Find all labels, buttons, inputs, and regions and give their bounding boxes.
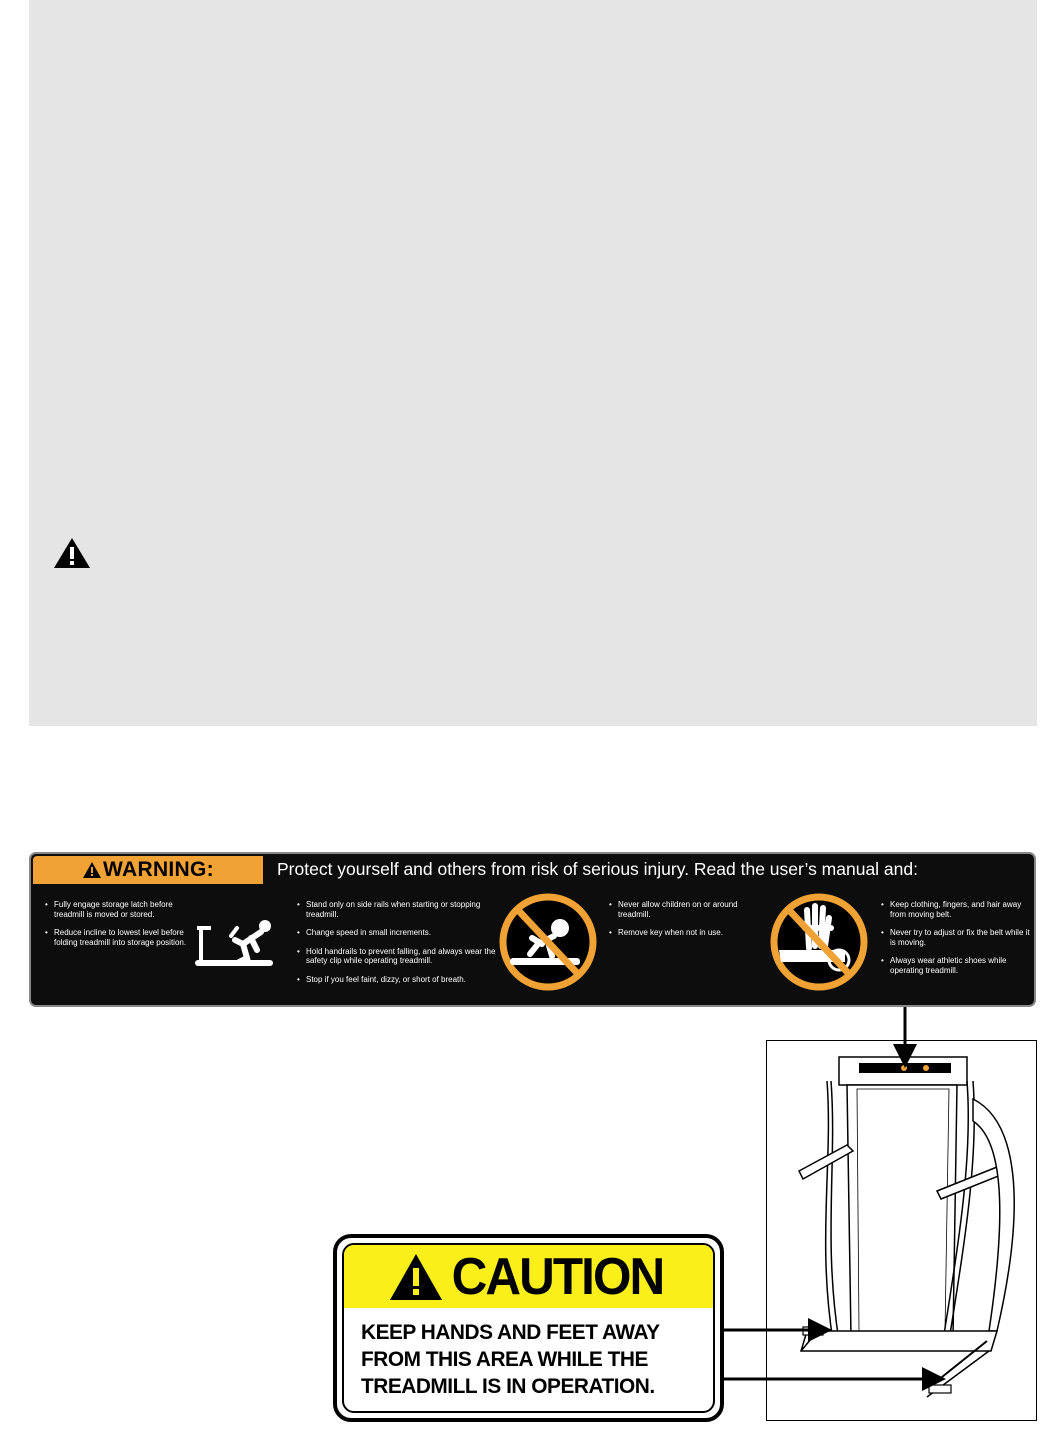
- no-hands-belt-icon: [769, 892, 869, 992]
- warning-bullet: • Change speed in small increments.: [297, 928, 497, 938]
- caution-line: FROM THIS AREA WHILE THE: [361, 1347, 648, 1371]
- warning-triangle-icon: [53, 537, 91, 569]
- warning-column-1: [45, 900, 195, 956]
- warning-bullet: • Fully engage storage latch before treadmill is moved or stored.: [45, 900, 195, 919]
- warning-triangle-icon: [82, 861, 102, 879]
- warning-tag: [33, 856, 263, 884]
- no-children-icon: [498, 892, 598, 992]
- warning-headline: Protect yourself and others from risk of serious injury. Read the user’s manual and:: [277, 859, 918, 879]
- warning-column-4: [881, 900, 1031, 984]
- caution-decal: [333, 1234, 724, 1422]
- warning-bullet: • Remove key when not in use.: [609, 928, 759, 938]
- treadmill-drawing: [767, 1041, 1035, 1419]
- caution-title: CAUTION: [451, 1247, 664, 1306]
- warning-triangle-icon: [388, 1252, 444, 1302]
- instruction-box: [29, 0, 1037, 726]
- warning-bullet: • Reduce incline to lowest level before folding treadmill into storage position.: [45, 928, 195, 947]
- warning-bullet: • Stop if you feel faint, dizzy, or short of breath.: [297, 975, 497, 985]
- caution-line: TREADMILL IS IN OPERATION.: [361, 1374, 655, 1398]
- warning-column-3: [609, 900, 759, 947]
- caution-header: [344, 1245, 713, 1308]
- warning-bullet: • Keep clothing, fingers, and hair away from moving belt.: [881, 900, 1031, 919]
- caution-line: KEEP HANDS AND FEET AWAY: [361, 1320, 660, 1344]
- warning-bullet: • Never allow children on or around treadmill.: [609, 900, 759, 919]
- warning-bullet: • Always wear athletic shoes while operating treadmill.: [881, 956, 1031, 975]
- caution-decal-inner: [342, 1243, 715, 1413]
- treadmill-illustration: [766, 1040, 1037, 1421]
- fall-hazard-icon: [191, 914, 283, 974]
- warning-bullet: • Hold handrails to prevent falling, and always wear the safety clip while operating treadmill.: [297, 947, 497, 966]
- warning-bullet: • Stand only on side rails when starting or stopping treadmill.: [297, 900, 497, 919]
- warning-column-2: [297, 900, 497, 993]
- caution-message: [361, 1319, 660, 1400]
- warning-bullet: • Never try to adjust or fix the belt while it is moving.: [881, 928, 1031, 947]
- warning-label: WARNING:: [103, 858, 214, 881]
- warning-decal: [29, 852, 1036, 1007]
